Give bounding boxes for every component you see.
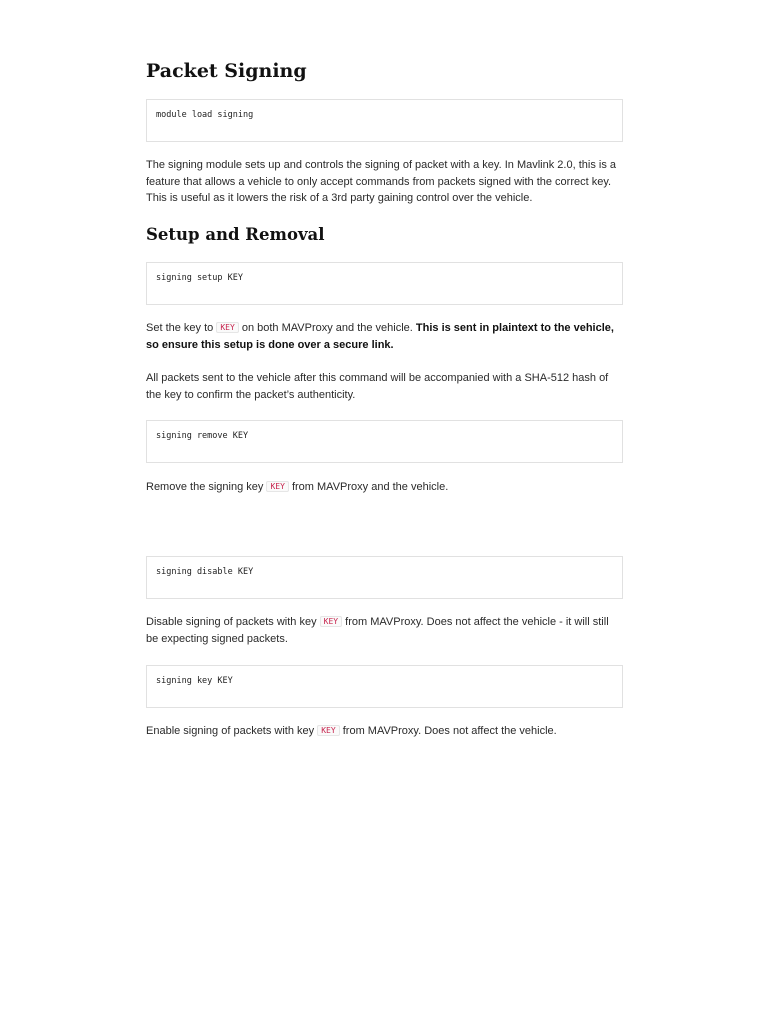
code-block-module-load[interactable] [146,99,623,142]
section-heading-setup: Setup and Removal [146,225,325,244]
page-title: Packet Signing [146,60,307,82]
inline-code-key: KEY [216,322,238,333]
code-block-signing-remove[interactable] [146,420,623,463]
code-block-signing-setup[interactable] [146,262,623,305]
code-block-signing-key[interactable] [146,665,623,708]
key-description [146,723,623,740]
text: on both MAVProxy and the vehicle. [238,322,416,334]
code-text: signing key KEY [156,676,233,686]
text: Disable signing of packets with key [146,616,320,628]
text: Enable signing of packets with key [146,725,318,737]
intro-paragraph: The signing module sets up and controls the signing of packet with a key. In Mavlink 2.0, this is a feature that allows a vehicle to only accept commands from packets signed with the correct key. This is useful as it lowers the risk of a 3rd party gaining control over the vehicle. [146,159,616,204]
disable-description [146,614,623,647]
setup-description [146,320,623,353]
inline-code-key: KEY [266,481,288,492]
text: from MAVProxy. Does not affect the vehicle - it will still be expecting signed packets. [146,616,609,645]
remove-description [146,479,623,496]
inline-code-key: KEY [320,616,342,627]
code-text: signing remove KEY [156,431,249,441]
inline-code-key: KEY [317,725,339,736]
code-text: signing disable KEY [156,567,254,577]
text: Set the key to [146,322,217,334]
code-text: module load signing [156,110,254,120]
code-block-signing-disable[interactable] [146,556,623,599]
setup-note: All packets sent to the vehicle after this command will be accompanied with a SHA-512 hash of the key to confirm the packet’s authenticity. [146,372,609,401]
code-text: signing setup KEY [156,273,243,283]
text: from MAVProxy and the vehicle. [288,481,449,493]
text: from MAVProxy. Does not affect the vehicle. [339,725,557,737]
bold-warning: This is sent in plaintext to the vehicle, so ensure this setup is done over a secure link. [146,322,614,351]
text: Remove the signing key [146,481,267,493]
